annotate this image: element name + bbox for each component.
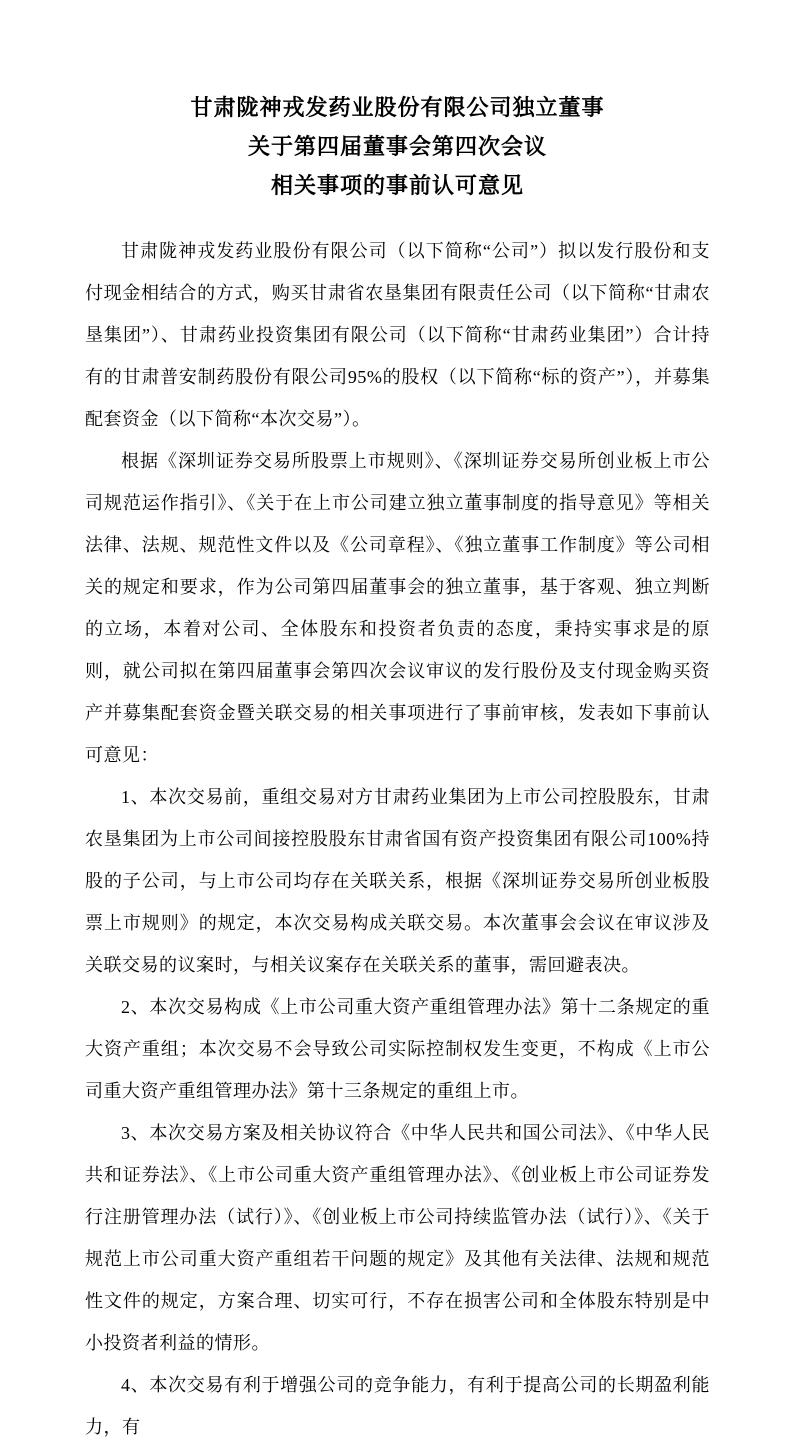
paragraph-opinion-2: 2、本次交易构成《上市公司重大资产重组管理办法》第十二条规定的重大资产重组；本次交易不会导致公司实际控制权发生变更，不构成《上市公司重大资产重组管理办法》第十三条规定的重组上市。 — [85, 997, 710, 1101]
document-title-line-3: 相关事项的事前认可意见 — [270, 173, 524, 198]
paragraph-intro: 甘肃陇神戎发药业股份有限公司（以下简称“公司”）拟以发行股份和支付现金相结合的方式，购买甘肃省农垦集团有限责任公司（以下简称“甘肃农垦集团”）、甘肃药业投资集团有限公司（以下简称“甘肃药业集团”）合计持有的甘肃普安制药股份有限公司95%的股权（以下简称“标的资产”），并募集配套资金（以下简称“本次交易”）。 — [85, 241, 710, 429]
paragraph-opinion-1: 1、本次交易前，重组交易对方甘肃药业集团为上市公司控股股东，甘肃农垦集团为上市公司间接控股股东甘肃省国有资产投资集团有限公司100%持股的子公司，与上市公司均存在关联关系，根据《深圳证券交易所创业板股票上市规则》的规定，本次交易构成关联交易。本次董事会会议在审议涉及关联交易的议案时，与相关议案存在关联关系的董事，需回避表决。 — [85, 787, 710, 975]
document-title-line-2: 关于第四届董事会第四次会议 — [247, 134, 547, 159]
document-body — [85, 230, 710, 1448]
paragraph-opinion-3: 3、本次交易方案及相关协议符合《中华人民共和国公司法》、《中华人民共和证券法》、《上市公司重大资产重组管理办法》、《创业板上市公司证券发行注册管理办法（试行）》、《创业板上市公司持续监管办法（试行）》、《关于规范上市公司重大资产重组若干问题的规定》及其他有关法律、法规和规范性文件的规定，方案合理、切实可行，不存在损害公司和全体股东特别是中小投资者利益的情形。 — [85, 1123, 710, 1353]
paragraph-opinion-4: 4、本次交易有利于增强公司的竞争能力，有利于提高公司的长期盈利能力，有 — [85, 1375, 710, 1437]
paragraph-basis: 根据《深圳证券交易所股票上市规则》、《深圳证券交易所创业板上市公司规范运作指引》、《关于在上市公司建立独立董事制度的指导意见》等相关法律、法规、规范性文件以及《公司章程》、《独立董事工作制度》等公司相关的规定和要求，作为公司第四届董事会的独立董事，基于客观、独立判断的立场，本着对公司、全体股东和投资者负责的态度，秉持实事求是的原则，就公司拟在第四届董事会第四次会议审议的发行股份及支付现金购买资产并募集配套资金暨关联交易的相关事项进行了事前审核，发表如下事前认可意见： — [85, 451, 710, 765]
document-title — [85, 88, 710, 205]
document-title-line-1: 甘肃陇神戎发药业股份有限公司独立董事 — [190, 95, 605, 120]
